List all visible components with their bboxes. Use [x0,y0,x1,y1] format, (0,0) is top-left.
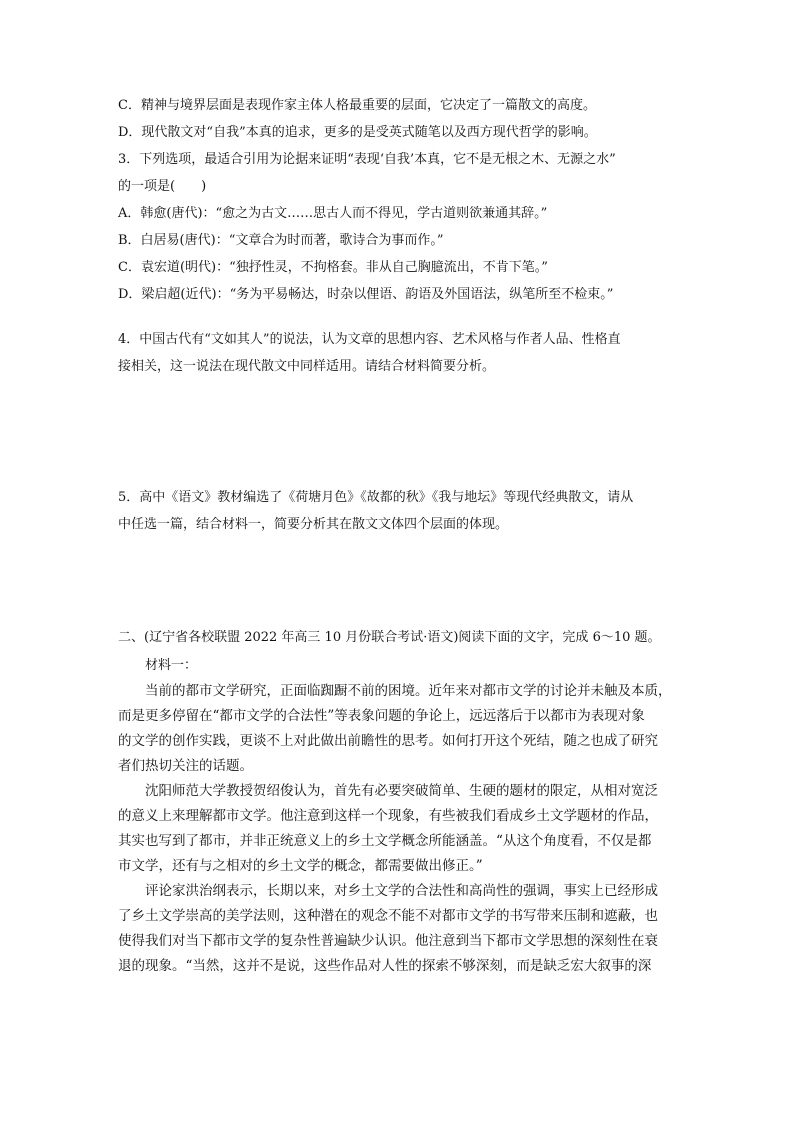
paragraph-1-line: 当前的都市文学研究，正面临踟蹰不前的困境。近年来对都市文学的讨论并未触及本质， [145,683,672,699]
q4-line1: 4．中国古代有“文如其人”的说法，认为文章的思想内容、艺术风格与作者人品、性格直 [118,332,621,347]
paragraph-2-line: 沈阳师范大学教授贺绍俊认为，首先有必要突破简单、生硬的题材的限定，从相对宽泛 [145,783,658,799]
q4-line2: 接相关，这一说法在现代散文中同样适用。请结合材料简要分析。 [118,359,496,374]
q2-option-d[interactable]: D．现代散文对“自我”本真的追求，更多的是受英式随笔以及西方现代哲学的影响。 [118,125,597,140]
paragraph-3-line: 退的现象。“当然，这并不是说，这些作品对人性的探索不够深刻，而是缺乏宏大叙事的深 [118,958,652,974]
paragraph-1-line: 的文学的创作实践，更谈不上对此做出前瞻性的思考。如何打开这个死结，随之也成了研究 [118,733,658,749]
q3-stem-line2: 的一项是( ) [118,179,207,194]
q2-option-c[interactable]: C．精神与境界层面是表现作家主体人格最重要的层面，它决定了一篇散文的高度。 [118,98,596,113]
section-heading: 二、(辽宁省各校联盟 2022 年高三 10 月份联合考试·语文)阅读下面的文字，完成 6～10 题。 [118,630,661,645]
paragraph-1-line: 而是更多停留在“都市文学的合法性”等表象问题的争论上，远远落后于以都市为表现对象 [118,708,645,724]
q5-line2: 中任选一篇，结合材料一，简要分析其在散文文体四个层面的体现。 [118,517,509,532]
material-label: 材料一： [145,658,198,673]
paragraph-2-line: 其实也写到了都市，并非正统意义上的乡土文学概念所能涵盖。“从这个角度看，不仅是都 [118,833,652,849]
q3-stem-line1: 3．下列选项，最适合引用为论据来证明“表现‘自我’本真，它不是无根之木、无源之水” [118,152,616,167]
q3-option-a[interactable]: A．韩愈(唐代)：“愈之为古文……思古人而不得见，学古道则欲兼通其辞。” [118,206,548,221]
paragraph-3 [118,879,678,979]
q5-line1: 5．高中《语文》教材编选了《荷塘月色》《故都的秋》《我与地坛》等现代经典散文，请从 [118,490,634,505]
q3-option-c[interactable]: C．袁宏道(明代)：“独抒性灵，不拘格套。非从自己胸臆流出，不肯下笔。” [118,260,548,275]
paragraph-2 [118,779,678,879]
paragraph-3-line: 评论家洪治纲表示，长期以来，对乡土文学的合法性和高尚性的强调，事实上已经形成 [145,883,658,899]
paragraph-2-line: 市文学，还有与之相对的乡土文学的概念，都需要做出修正。” [118,858,483,874]
paragraph-1 [118,679,678,779]
paragraph-1-line: 者们热切关注的话题。 [118,758,253,774]
paragraph-2-line: 的意义上来理解都市文学。他注意到这样一个现象，有些被我们看成乡土文学题材的作品， [118,808,658,824]
paragraph-3-line: 使得我们对当下都市文学的复杂性普遍缺少认识。他注意到当下都市文学思想的深刻性在衰 [118,933,658,949]
q3-option-d[interactable]: D．梁启超(近代)：“务为平易畅达，时杂以俚语、韵语及外国语法，纵笔所至不检束。” [118,287,614,302]
q3-option-b[interactable]: B．白居易(唐代)：“文章合为时而著，歌诗合为事而作。” [118,233,444,248]
paragraph-3-line: 了乡土文学崇高的美学法则，这种潜在的观念不能不对都市文学的书写带来压制和遮蔽，也 [118,908,658,924]
